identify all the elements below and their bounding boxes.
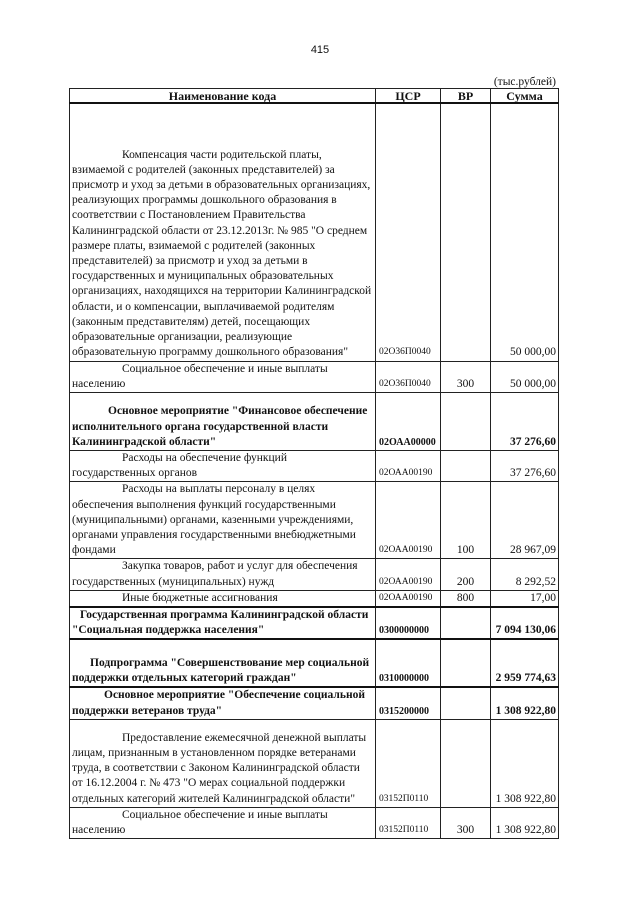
row-vr	[441, 607, 491, 639]
row-csr: 0310000000	[376, 639, 441, 687]
row-vr: 200	[441, 559, 491, 590]
row-name: Социальное обеспечение и иные выплаты населению	[70, 807, 376, 838]
row-sum: 2 959 774,63	[491, 639, 559, 687]
table-row	[70, 607, 559, 639]
row-sum: 28 967,09	[491, 482, 559, 559]
row-sum: 1 308 922,80	[491, 719, 559, 807]
table-row	[70, 450, 559, 481]
row-vr: 300	[441, 807, 491, 838]
row-sum: 8 292,52	[491, 559, 559, 590]
row-vr: 800	[441, 590, 491, 607]
header-vr: ВР	[441, 89, 491, 104]
row-sum: 7 094 130,06	[491, 607, 559, 639]
header-name: Наименование кода	[70, 89, 376, 104]
row-vr	[441, 719, 491, 807]
row-name: Закупка товаров, работ и услуг для обеспечения государственных (муниципальных) нужд	[70, 559, 376, 590]
table-row	[70, 559, 559, 590]
table-row	[70, 639, 559, 687]
row-name: Расходы на обеспечение функций государственных органов	[70, 450, 376, 481]
row-csr: 02О36П0040	[376, 103, 441, 361]
row-name: Государственная программа Калининградской области "Социальная поддержка населения"	[70, 607, 376, 639]
row-csr: 02ОАА00190	[376, 559, 441, 590]
table-row	[70, 719, 559, 807]
row-name: Основное мероприятие "Финансовое обеспечение исполнительного органа государственной власти Калининградской области"	[70, 392, 376, 450]
row-sum: 1 308 922,80	[491, 807, 559, 838]
table-row	[70, 590, 559, 607]
row-csr: 0315200000	[376, 687, 441, 719]
page-number: 415	[310, 44, 330, 56]
budget-table	[69, 88, 559, 839]
row-name: Основное мероприятие "Обеспечение социальной поддержки ветеранов труда"	[70, 687, 376, 719]
row-csr: 02ОАА00190	[376, 590, 441, 607]
row-name: Иные бюджетные ассигнования	[70, 590, 376, 607]
row-csr: 03152П0110	[376, 719, 441, 807]
row-csr: 02ОАА00190	[376, 450, 441, 481]
row-vr: 100	[441, 482, 491, 559]
row-sum: 37 276,60	[491, 392, 559, 450]
row-sum: 1 308 922,80	[491, 687, 559, 719]
row-csr: 0300000000	[376, 607, 441, 639]
units-label: (тыс.рублей)	[493, 76, 556, 88]
table-row	[70, 482, 559, 559]
row-sum: 17,00	[491, 590, 559, 607]
row-csr: 03152П0110	[376, 807, 441, 838]
header-sum: Сумма	[491, 89, 559, 104]
row-vr	[441, 450, 491, 481]
table-row	[70, 103, 559, 361]
table-row	[70, 392, 559, 450]
row-csr: 02ОАА00000	[376, 392, 441, 450]
row-csr: 02О36П0040	[376, 361, 441, 392]
table-row	[70, 361, 559, 392]
table-header-row	[70, 89, 559, 104]
row-name: Компенсация части родительской платы, взимаемой с родителей (законных представителей) за присмотр и уход за детьми в образовательных организациях, реализующих программы дошкольного образования в соответствии с Постановлением Правительства Калининградской области от 23.12.2013г. № 985 "О среднем размере платы, взимаемой с родителей (законных представителей) за присмотр и уход за детьми в государственных и муниципальных образовательных организациях, находящихся на территории Калининградской области, и о компенсации, выплачиваемой родителям (законным представителям) детей, посещающих образовательные организации, реализующие образовательную программу дошкольного образования"	[70, 103, 376, 361]
row-vr	[441, 687, 491, 719]
row-name: Расходы на выплаты персоналу в целях обеспечения выполнения функций государственными (муниципальными) органами, казенными учреждениями, органами управления государственными внебюджетными фондами	[70, 482, 376, 559]
row-name: Подпрограмма "Совершенствование мер социальной поддержки отдельных категорий граждан"	[70, 639, 376, 687]
row-csr: 02ОАА00190	[376, 482, 441, 559]
header-csr: ЦСР	[376, 89, 441, 104]
row-sum: 37 276,60	[491, 450, 559, 481]
row-vr	[441, 392, 491, 450]
row-name: Социальное обеспечение и иные выплаты населению	[70, 361, 376, 392]
table-row	[70, 807, 559, 838]
row-vr: 300	[441, 361, 491, 392]
row-vr	[441, 103, 491, 361]
table-row	[70, 687, 559, 719]
row-sum: 50 000,00	[491, 103, 559, 361]
row-name: Предоставление ежемесячной денежной выплаты лицам, признанным в установленном порядке ветеранами труда, в соответствии с Законом Калининградской области от 16.12.2004 г. № 473 "О мерах социальной поддержки отдельных категорий жителей Калининградской области"	[70, 719, 376, 807]
row-sum: 50 000,00	[491, 361, 559, 392]
row-vr	[441, 639, 491, 687]
